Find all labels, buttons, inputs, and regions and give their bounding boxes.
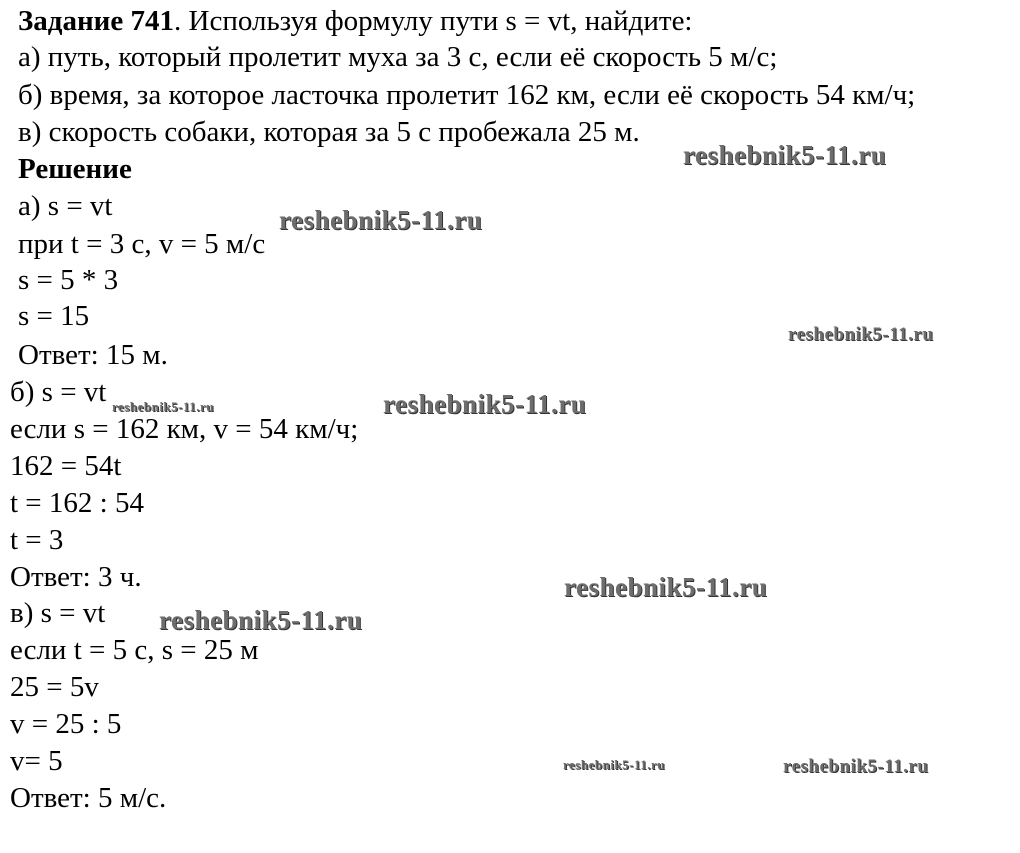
solution-b-line: 162 = 54t	[10, 450, 122, 482]
solution-c-answer: Ответ: 5 м/с.	[10, 782, 167, 814]
task-title-rest: . Используя формулу пути s = vt, найдите:	[174, 5, 693, 37]
solution-c-line: в) s = vt	[10, 597, 106, 629]
task-item-b: б) время, за которое ласточка пролетит 162 км, если её скорость 54 км/ч;	[18, 79, 916, 111]
task-title	[18, 5, 693, 37]
solution-b-line: если s = 162 км, v = 54 км/ч;	[10, 413, 359, 445]
solution-heading: Решение	[18, 153, 132, 185]
solution-c-line: v= 5	[10, 745, 63, 777]
watermark: reshebnik5-11.ru	[279, 205, 483, 235]
solution-c-line: 25 = 5v	[10, 671, 99, 703]
solution-b-line: t = 162 : 54	[10, 487, 144, 519]
watermark: reshebnik5-11.ru	[112, 399, 215, 414]
task-title-word: Задание	[18, 5, 124, 37]
watermark: reshebnik5-11.ru	[788, 324, 934, 345]
solution-b-line: б) s = vt	[10, 376, 107, 408]
watermark: reshebnik5-11.ru	[383, 389, 587, 419]
watermark: reshebnik5-11.ru	[683, 140, 887, 170]
solution-a-line: s = 15	[18, 300, 90, 332]
solution-a-line: s = 5 * 3	[18, 264, 119, 296]
task-number: 741	[130, 5, 175, 37]
solution-c-line: если t = 5 с, s = 25 м	[10, 634, 259, 666]
task-item-a: а) путь, который пролетит муха за 3 с, если её скорость 5 м/с;	[18, 41, 778, 73]
watermark: reshebnik5-11.ru	[159, 605, 363, 635]
solution-b-answer: Ответ: 3 ч.	[10, 561, 142, 593]
solution-b-line: t = 3	[10, 524, 64, 556]
solution-a-line: а) s = vt	[18, 190, 113, 222]
solution-a-line: при t = 3 с, v = 5 м/с	[18, 228, 266, 260]
solution-a-answer: Ответ: 15 м.	[18, 339, 168, 371]
watermark: reshebnik5-11.ru	[564, 572, 768, 602]
task-item-c: в) скорость собаки, которая за 5 с пробежала 25 м.	[18, 116, 640, 148]
solution-c-line: v = 25 : 5	[10, 708, 122, 740]
watermark: reshebnik5-11.ru	[783, 756, 929, 777]
watermark: reshebnik5-11.ru	[563, 757, 666, 772]
